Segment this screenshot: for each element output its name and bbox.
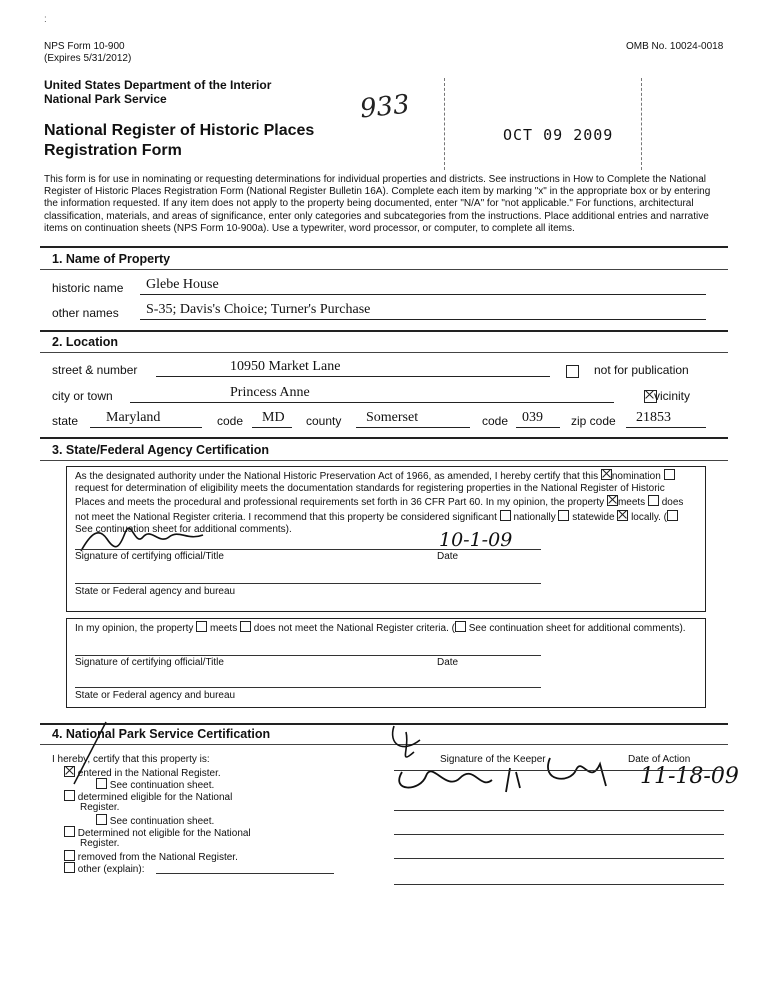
other-names-label: other names — [52, 306, 119, 320]
field-line — [130, 402, 614, 403]
determined-not-eligible-checkbox[interactable] — [64, 826, 75, 837]
historic-name-field[interactable]: Glebe House — [146, 277, 219, 292]
zip-field[interactable]: 21853 — [636, 410, 671, 425]
zip-label: zip code — [571, 414, 616, 428]
field-line — [140, 319, 706, 320]
field-line — [140, 294, 706, 295]
meets-checkbox[interactable] — [607, 495, 618, 506]
not-for-publication-checkbox[interactable] — [566, 365, 579, 378]
entered-checkbox[interactable] — [64, 766, 75, 777]
cert-text: See continuation sheet for additional comments). — [75, 523, 292, 535]
keeper-label: Signature of the Keeper — [440, 754, 546, 765]
signature-line — [75, 655, 541, 656]
cert-text: Places and meets the procedural and professional requirements set forth in 36 CFR Part 60. In my opinion, the property — [75, 497, 605, 509]
street-label: street & number — [52, 363, 138, 377]
opinion-does-not-meet-checkbox[interactable] — [240, 621, 251, 632]
field-line — [516, 427, 560, 428]
street-field[interactable]: 10950 Market Lane — [230, 359, 341, 374]
date-label: Date — [437, 551, 459, 562]
opinion-text-part: In my opinion, the property — [75, 623, 194, 634]
locally-label: locally. ( — [631, 511, 668, 523]
determined-eligible-checkbox[interactable] — [64, 790, 75, 801]
opinion-text — [75, 621, 701, 635]
determined-not-eligible-label-2: Register. — [80, 838, 120, 849]
form-number: NPS Form 10-900 — [44, 41, 125, 52]
signature-line — [394, 858, 724, 859]
cert-text: As the designated authority under the National Historic Preservation Act of 1966, as amended, I hereby certify that this — [75, 471, 599, 482]
section-divider — [40, 460, 728, 461]
statewide-label: statewide — [572, 511, 615, 523]
other-explain-line — [156, 873, 334, 874]
city-label: city or town — [52, 389, 113, 403]
instructions-line: This form is for use in nominating or requesting determinations for individual properties and districts. See instructions in How to Complete the National — [44, 174, 706, 185]
see-continuation-checkbox[interactable] — [96, 814, 107, 825]
instructions-line: Register of Historic Places Registration Form (National Register Bulletin 16A). Complete each item by marking "x" in the appropriate box or by entering — [44, 186, 711, 198]
signature-line — [394, 810, 724, 811]
section2-heading: 2. Location — [52, 335, 118, 349]
section-divider — [40, 352, 728, 353]
agency-line — [75, 687, 541, 688]
nomination-checkbox[interactable] — [601, 469, 612, 480]
does-label: does — [661, 497, 684, 509]
state-field[interactable]: Maryland — [106, 410, 161, 425]
action-date-label: Date of Action — [628, 754, 691, 765]
form-expiration: (Expires 5/31/2012) — [44, 53, 132, 64]
request-checkbox[interactable] — [664, 469, 675, 480]
signature-line — [394, 884, 724, 885]
other-option — [64, 862, 144, 876]
instructions-line: classification, materials, and areas of significance, enter only categories and subcategories from the instructions. Place additional entries and narrative — [44, 210, 709, 222]
instructions-line: the information requested. If any item does not apply to the property being documented, enter "N/A" for "not applicable." For functions, architectural — [44, 198, 694, 210]
stamp-date: OCT 09 2009 — [503, 126, 614, 144]
see-continuation-label: See continuation sheet. — [109, 816, 215, 827]
entered-label: entered in the National Register. — [77, 768, 221, 779]
agency2-label: State or Federal agency and bureau — [75, 690, 236, 701]
determined-not-eligible-label: Determined not eligible for the National — [77, 828, 251, 839]
opinion-text-part: does not meet the National Register criteria. ( — [253, 623, 455, 634]
other-names-field[interactable]: S-35; Davis's Choice; Turner's Purchase — [146, 302, 371, 317]
omb-number: OMB No. 10024-0018 — [626, 41, 724, 52]
opinion-meets-checkbox[interactable] — [196, 621, 207, 632]
state-code-label: code — [217, 414, 244, 428]
section4-heading: 4. National Park Service Certification — [52, 727, 271, 741]
does-not-meet-checkbox[interactable] — [648, 495, 659, 506]
historic-name-label: historic name — [52, 281, 124, 295]
vicinity-label: vicinity — [654, 389, 691, 403]
locally-checkbox[interactable] — [617, 510, 628, 521]
agency-line — [75, 583, 541, 584]
opinion-box — [66, 618, 706, 708]
county-code-label: code — [482, 414, 509, 428]
instructions-line: items on continuation sheets (NPS Form 10-900a). Use a typewriter, word processor, or computer, to complete all items. — [44, 222, 575, 234]
nationally-label: nationally — [513, 511, 556, 523]
certification-box — [66, 466, 706, 612]
date2-label: Date — [437, 657, 459, 668]
field-line — [252, 427, 292, 428]
section-divider — [40, 330, 728, 332]
section-divider — [40, 437, 728, 439]
section3-heading: 3. State/Federal Agency Certification — [52, 443, 269, 457]
opinion-text-part: See continuation sheet for additional comments). — [468, 623, 686, 634]
cert-text: not meet the National Register criteria. I recommend that this property be considered significant — [75, 511, 497, 523]
other-label: other (explain): — [77, 864, 145, 875]
determined-eligible-label-2: Register. — [80, 802, 120, 813]
removed-label: removed from the National Register. — [77, 852, 238, 863]
signature-label: Signature of certifying official/Title — [75, 551, 224, 562]
other-checkbox[interactable] — [64, 862, 75, 873]
statewide-checkbox[interactable] — [558, 510, 569, 521]
comments-checkbox[interactable] — [667, 510, 678, 521]
section-divider — [40, 269, 728, 270]
see-continuation-label: See continuation sheet. — [109, 780, 215, 791]
not-for-publication-label: not for publication — [594, 363, 689, 377]
margin-mark: : — [44, 14, 47, 25]
field-line — [626, 427, 706, 428]
form-subtitle: Registration Form — [44, 142, 182, 159]
removed-checkbox[interactable] — [64, 850, 75, 861]
nomination-label: nomination — [611, 471, 661, 482]
see-continuation-checkbox[interactable] — [96, 778, 107, 789]
determined-eligible-label: determined eligible for the National — [77, 792, 233, 803]
form-title: National Register of Historic Places — [44, 122, 315, 139]
service-name: National Park Service — [44, 92, 167, 106]
keeper-line — [394, 770, 724, 771]
action-date: 11-18-09 — [640, 764, 739, 789]
county-field[interactable]: Somerset — [366, 410, 419, 425]
meets-label: meets — [617, 497, 646, 509]
signature2-label: Signature of certifying official/Title — [75, 657, 224, 668]
signature-line — [394, 834, 724, 835]
field-line — [90, 427, 202, 428]
section-divider — [40, 246, 728, 248]
state-code-field[interactable]: MD — [262, 410, 285, 425]
agency-label: State or Federal agency and bureau — [75, 586, 236, 597]
received-stamp — [444, 78, 642, 170]
cert-text: request for determination of eligibility meets the documentation standards for registering properties in the National Register of Historic — [75, 483, 665, 495]
instructions — [44, 174, 734, 235]
nationally-checkbox[interactable] — [500, 510, 511, 521]
field-line — [356, 427, 470, 428]
state-label: state — [52, 414, 79, 428]
signed-date: 10-1-09 — [439, 529, 513, 551]
department-name: United States Department of the Interior — [44, 78, 272, 92]
county-label: county — [306, 414, 342, 428]
city-field[interactable]: Princess Anne — [230, 385, 310, 400]
section1-heading: 1. Name of Property — [52, 252, 171, 266]
opinion-meets-label: meets — [209, 623, 238, 634]
county-code-field[interactable]: 039 — [522, 410, 543, 425]
certify-label: I hereby, certify that this property is: — [52, 754, 210, 765]
field-line — [156, 376, 550, 377]
opinion-continuation-checkbox[interactable] — [455, 621, 466, 632]
signature-line — [75, 549, 541, 550]
keeper-signature — [380, 722, 626, 798]
handwritten-number: 933 — [358, 89, 412, 125]
